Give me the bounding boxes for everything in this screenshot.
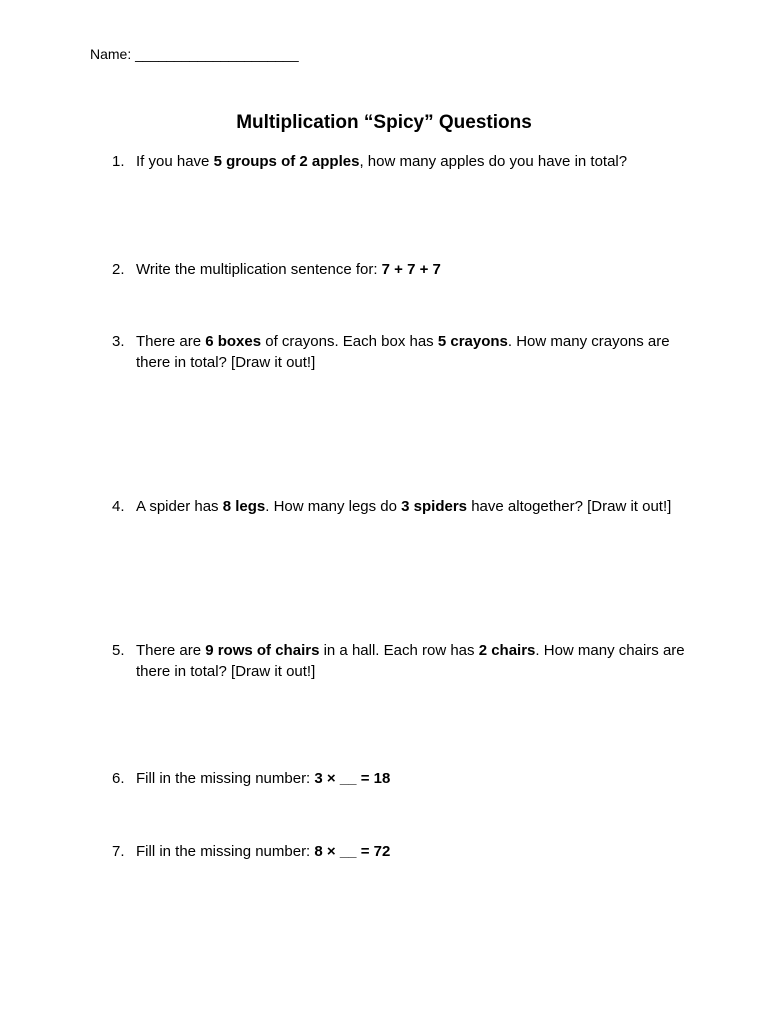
question-text-emphasis: 9 rows of chairs bbox=[205, 642, 320, 659]
question-text-segment: Fill in the missing number: bbox=[136, 843, 315, 860]
question-text-emphasis: 7 + 7 + 7 bbox=[381, 261, 441, 278]
question-6 bbox=[112, 768, 692, 789]
question-text-segment: There are bbox=[136, 333, 206, 350]
question-number: 5. bbox=[112, 642, 125, 659]
question-text-segment: Fill in the missing number: bbox=[136, 770, 315, 787]
question-text-segment: of crayons. Each box has bbox=[261, 333, 438, 350]
question-7 bbox=[112, 841, 692, 862]
question-text bbox=[136, 496, 692, 517]
question-number: 4. bbox=[112, 498, 125, 515]
question-number: 6. bbox=[112, 770, 125, 787]
question-text bbox=[136, 768, 692, 789]
question-4 bbox=[112, 496, 692, 517]
question-text-segment: . How many legs do bbox=[265, 498, 402, 515]
question-text-segment: A spider has bbox=[136, 498, 223, 515]
question-number: 3. bbox=[112, 333, 125, 350]
question-text-segment: Write the multiplication sentence for: bbox=[136, 261, 382, 278]
question-text bbox=[136, 640, 692, 682]
question-text-segment: If you have bbox=[136, 153, 214, 170]
question-text-emphasis: 3 × __ = 18 bbox=[314, 770, 391, 787]
question-text-segment: . How many crayons are there in total? [Draw it out!] bbox=[136, 333, 670, 371]
question-text-segment: . How many chairs are there in total? [Draw it out!] bbox=[136, 642, 685, 680]
question-number: 7. bbox=[112, 843, 125, 860]
question-text-emphasis: 6 boxes bbox=[205, 333, 262, 350]
question-text-emphasis: 3 spiders bbox=[401, 498, 468, 515]
question-text-segment: have altogether? [Draw it out!] bbox=[467, 498, 672, 515]
question-number: 2. bbox=[112, 261, 125, 278]
question-text-emphasis: 5 crayons bbox=[437, 333, 508, 350]
question-5 bbox=[112, 640, 692, 682]
question-text bbox=[136, 331, 692, 373]
question-text bbox=[136, 841, 692, 862]
question-text-emphasis: 8 × __ = 72 bbox=[314, 843, 391, 860]
question-text bbox=[136, 259, 692, 280]
question-number: 1. bbox=[112, 153, 125, 170]
question-2 bbox=[112, 259, 692, 280]
page-title: Multiplication “Spicy” Questions bbox=[236, 112, 532, 133]
question-1 bbox=[112, 151, 692, 172]
question-3 bbox=[112, 331, 692, 373]
question-text-segment: in a hall. Each row has bbox=[319, 642, 479, 659]
question-text-segment: There are bbox=[136, 642, 206, 659]
question-text-emphasis: 8 legs bbox=[222, 498, 266, 515]
question-text-emphasis: 5 groups of 2 apples bbox=[213, 153, 360, 170]
question-text bbox=[136, 151, 692, 172]
question-text-emphasis: 2 chairs bbox=[478, 642, 536, 659]
name-field-label: Name: _____________________ bbox=[90, 46, 299, 62]
question-text-segment: , how many apples do you have in total? bbox=[359, 153, 628, 170]
